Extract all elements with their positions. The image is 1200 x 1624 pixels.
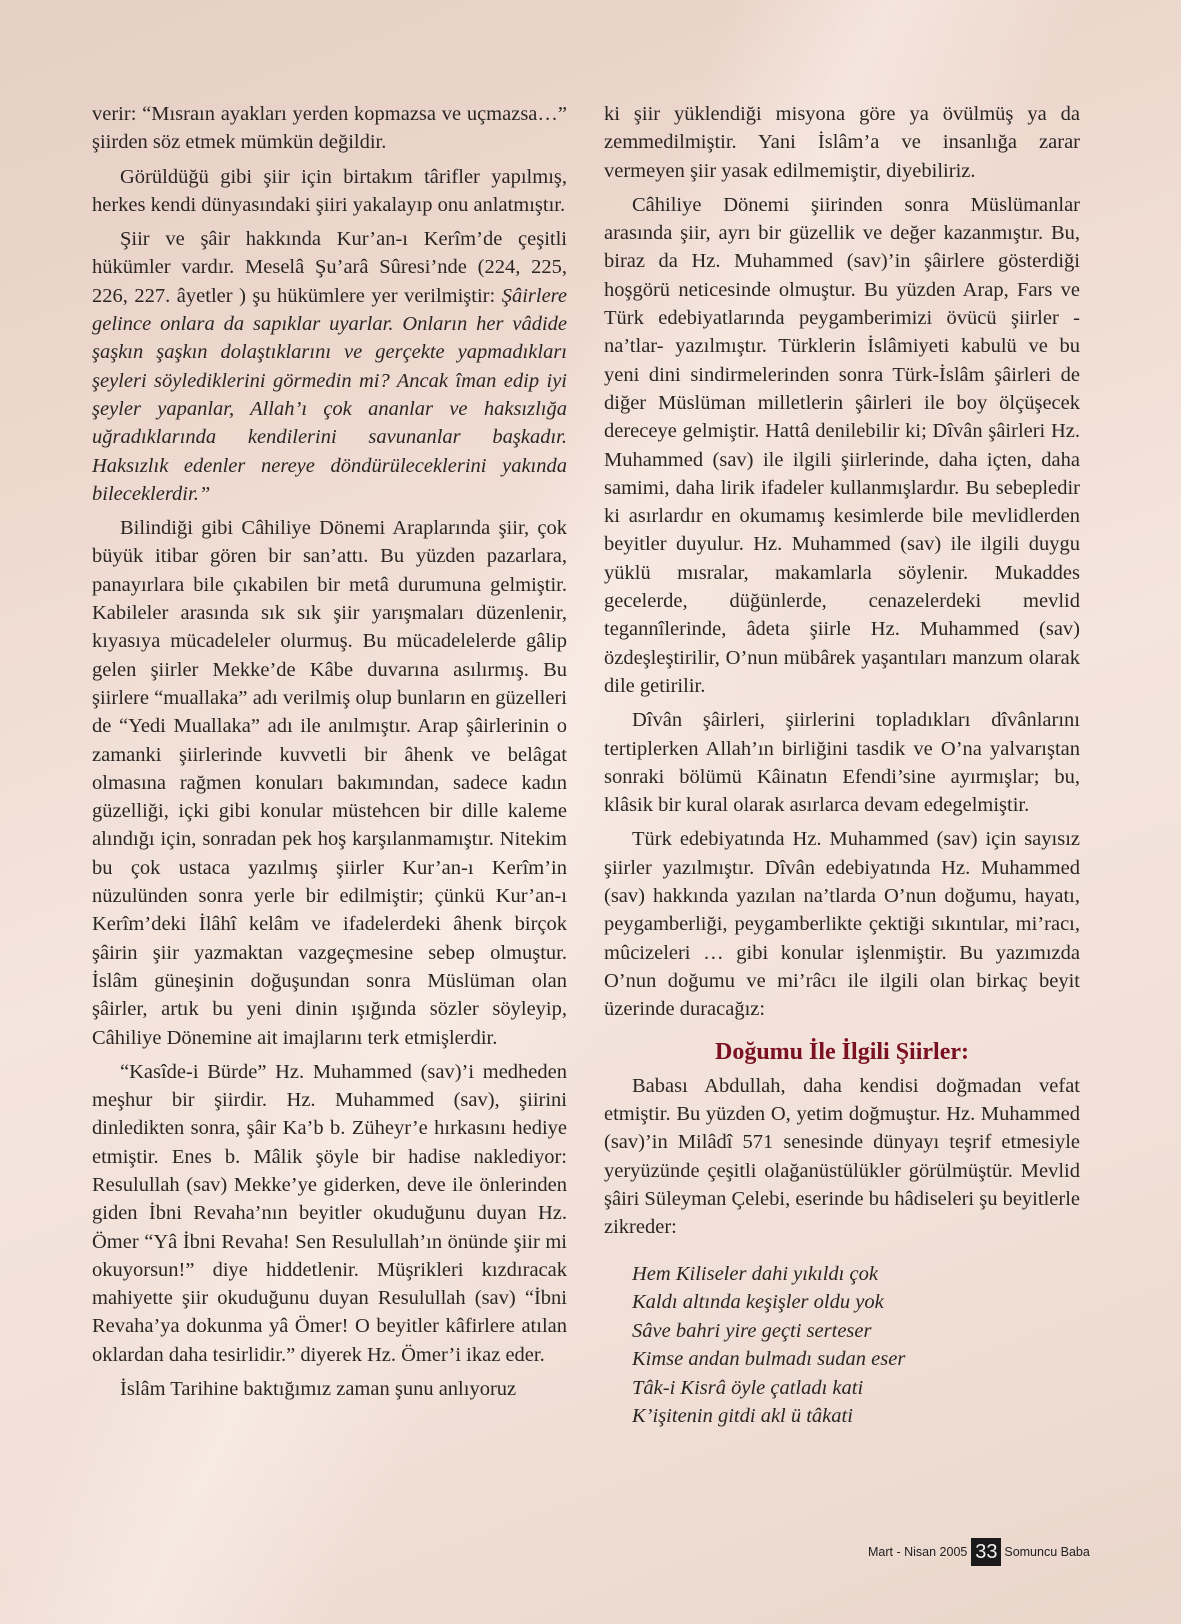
paragraph-with-quote <box>92 225 567 508</box>
paragraph: “Kasîde-i Bürde” Hz. Muhammed (sav)’i medheden meşhur bir şiirdir. Hz. Muhammed (sav), şiirini dinledikten sonra, şâir Ka’b b. Züheyr’e hırkasını hediye etmiştir. Enes b. Mâlik şöyle bir hadise naklediyor: Resulullah (sav) Mekke’ye giderken, deve ile önlerinden giden İbni Revaha’nın beyitler okuduğunu duyan Hz. Ömer “Yâ İbni Revaha! Sen Resulullah’ın önünde şiir mi okuyorsun!” diye hiddetlenir. Müşrikleri kızdıracak mahiyette şiir okuduğunu duyan Resulullah (sav) “İbni Revaha’ya dokunma yâ Ömer! O beyitler kâfirlere atılan oklardan daha tesirlidir.” diyerek Hz. Ömer’i ikaz eder. <box>92 1060 567 1366</box>
page-number: 33 <box>971 1538 1001 1566</box>
paragraph-text: Şiir ve şâir hakkında Kur’an-ı Kerîm’de çeşitli hükümler vardır. Meselâ Şu’arâ Sûresi’nde (224, 225, 226, 227. âyetler ) şu hükümlere yer verilmiştir: <box>92 228 567 307</box>
paragraph: Câhiliye Dönemi şiirinden sonra Müslümanlar arasında şiir, ayrı bir güzellik ve değer kazanmıştır. Bu, biraz da Hz. Muhammed (sav)’in şâirlere gösterdiği hoşgörü neticesinde olmuştur. Bu yüzden Arap, Fars ve Türk edebiyatlarında peygamberimizi övücü şiirler -na’tlar- yazılmıştır. Türklerin İslâmiyeti kabulü ve bu yeni dini sindirmelerinden sonra Türk-İslâm şâirleri de diğer Müslüman milletlerin şâirleri ile boy ölçüşecek dereceye gelmiştir. Hattâ denilebilir ki; Dîvân şâirleri Hz. Muhammed (sav) ile ilgili şiirlerinde, daha içten, daha samimi, daha lirik ifadeler kullanmışlardır. Bu sebepledir ki asırlardır en okumamış kesimlerde bile mevlidlerden beyitler duyulur. Hz. Muhammed (sav) ile ilgili duygu yüklü mısralar, makamlarla söylenir. Mukaddes gecelerde, düğünlerde, cenazelerdeki mevlid tegannîlerinde, âdeta şiirle Hz. Muhammed (sav) özdeşleştirilir, O’nun mübârek yaşantıları manzum olarak dile getirilir. <box>604 193 1080 697</box>
right-column <box>604 100 1080 1431</box>
paragraph: Babası Abdullah, daha kendisi doğmadan vefat etmiştir. Bu yüzden O, yetim doğmuştur. Hz. Muhammed (sav)’in Milâdî 571 senesinde dünyayı teşrif etmesiyle yeryüzünde çeşitli olağanüstülükler görülmüştür. Mevlid şâiri Süleyman Çelebi, eserinde bu hâdiseleri şu beyitlerle zikreder: <box>604 1074 1080 1239</box>
poem-block <box>632 1260 1080 1431</box>
left-column <box>92 100 567 1409</box>
paragraph: Türk edebiyatında Hz. Muhammed (sav) için sayısız şiirler yazılmıştır. Dîvân edebiyatında Hz. Muhammed (sav) hakkında yazılan na’tlarda O’nun doğumu, hayatı, peygamberliği, peygamberlikte çektiği sıkıntılar, mi’racı, mûcizeleri … gibi konular işlenmiştir. Bu yazımızda O’nun doğumu ve mi’râcı ile ilgili olan birkaç beyit üzerinde duracağız: <box>604 828 1080 1021</box>
quran-quote: Şâirlere gelince onlara da sapıklar uyarlar. Onların her vâdide şaşkın şaşkın dolaştıklarını ve gerçekte yapmadıkları şeyleri söylediklerini görmedin mi? Ancak îman edip iyi şeyler yapanlar, Allah’ı çok ananlar ve haksızlığa uğradıklarında kendilerini savunanlar başkadır. Haksızlık edenler nereye döndürüleceklerini yakında bileceklerdir.” <box>92 284 567 505</box>
poem-line: Hem Kiliseler dahi yıkıldı çok <box>632 1262 878 1285</box>
paragraph: ki şiir yüklendiği misyona göre ya övülmüş ya da zemmedilmiştir. Yani İslâm’a ve insanlığa zarar vermeyen şiir yasak edilmemiştir, diyebiliriz. <box>604 103 1080 182</box>
poem-line: Kimse andan bulmadı sudan eser <box>632 1348 906 1371</box>
poem-line: Tâk-i Kisrâ öyle çatladı kati <box>632 1376 864 1399</box>
paragraph: İslâm Tarihine baktığımız zaman şunu anlıyoruz <box>120 1378 517 1401</box>
poem-line: Kaldı altında keşişler oldu yok <box>632 1291 884 1314</box>
paragraph: verir: “Mısraın ayakları yerden kopmazsa ve uçmazsa…” şiirden söz etmek mümkün değildir. <box>92 103 567 154</box>
paragraph: Dîvân şâirleri, şiirlerini topladıkları dîvânlarını tertiplerken Allah’ın birliğini tasdik ve O’na yalvarıştan sonraki bölümü Kâinatın Efendi’sine ayırmışlar; bu, klâsik bir kural olarak asırlarca devam edegelmiştir. <box>604 709 1080 817</box>
magazine-name: Somuncu Baba <box>1004 1545 1090 1559</box>
paragraph: Görüldüğü gibi şiir için birtakım târifler yapılmış, herkes kendi dünyasındaki şiiri yakalayıp onu anlatmıştır. <box>92 165 567 216</box>
paragraph: Bilindiği gibi Câhiliye Dönemi Araplarında şiir, çok büyük itibar gören bir san’attı. Bu yüzden pazarlara, panayırlara bile çıkabilen bir metâ durumuna gelmiştir. Kabileler arasında sık sık şiir yarışmaları düzenlenir, kıyasıya mücadeleler olurmuş. Bu mücadelelerde gâlip gelen şiirler Mekke’de Kâbe duvarına asılırmış. Bu şiirlere “muallaka” adı verilmiş olup bunların en güzelleri de “Yedi Muallaka” adı ile anılmıştır. Arap şâirlerinin o zamanki şiirlerinde kuvvetli bir âhenk ve belâgat olmasına rağmen konuları bakımından, sadece kadın güzelliği, içki gibi konular müstehcen bir dille kaleme alındığı için, sonradan pek hoş karşılanmamıştır. Nitekim bu çok ustaca yazılmış şiirler Kur’an-ı Kerîm’in nüzulünden sonra yerle bir edilmiştir; çünkü Kur’an-ı Kerîm’deki İlâhî kelâm ve ifadelerdeki âhenk birçok şâirin şiir yazmaktan vazgeçmesine sebep olmuştur. İslâm güneşinin doğuşundan sonra Müslüman olan şâirler, artık bu yeni dinin ışığında sözler söyleyip, Câhiliye Dönemine ait imajlarını terk etmişlerdir. <box>92 517 567 1049</box>
issue-date: Mart - Nisan 2005 <box>868 1545 968 1559</box>
poem-line: K’işitenin gitdi akl ü tâkati <box>632 1405 853 1428</box>
poem-line: Sâve bahri yire geçti serteser <box>632 1319 872 1342</box>
section-heading: Doğumu İle İlgili Şiirler: <box>715 1038 969 1065</box>
page-footer <box>868 1538 1090 1566</box>
